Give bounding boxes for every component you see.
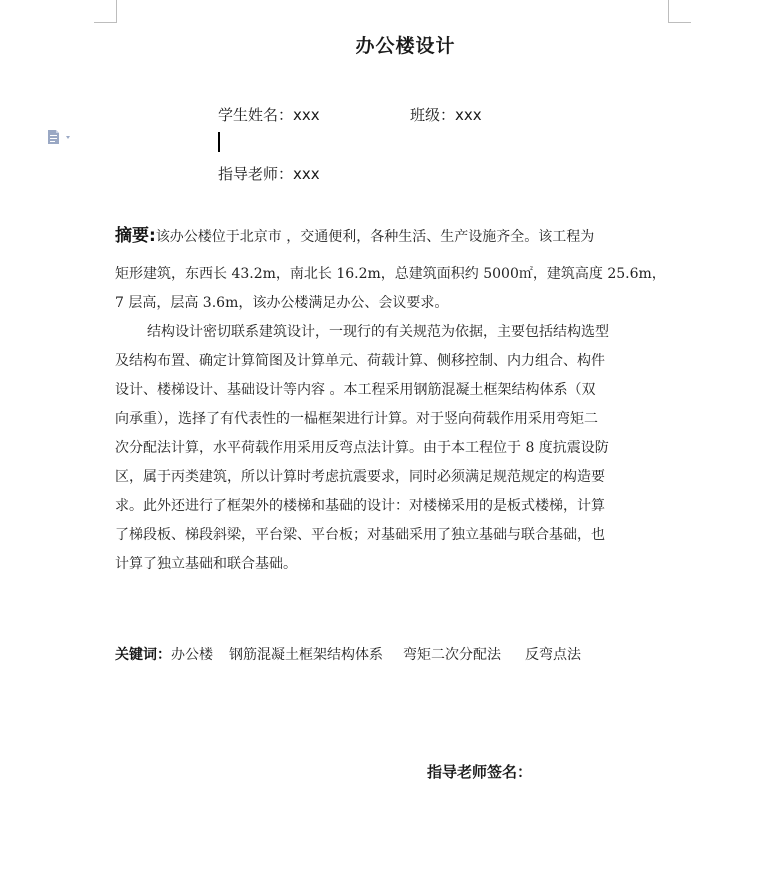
keyword: 办公楼 <box>171 647 213 663</box>
abstract-line: 计算了独立基础和联合基础。 <box>115 556 297 572</box>
abstract-line: 结构设计密切联系建筑设计，一现行的有关规范为依据，主要包括结构选型 <box>147 324 609 340</box>
abstract-line: 摘要:该办公楼位于北京市 ，交通便利，各种生活、生产设施齐全。该工程为 <box>115 226 595 246</box>
abstract-line: 7 层高，层高 3.6m，该办公楼满足办公、会议要求。 <box>115 295 449 311</box>
keywords-line <box>115 644 581 664</box>
teacher-signature-label: 指导老师签名： <box>427 763 533 781</box>
keyword: 弯矩二次分配法 <box>403 647 501 663</box>
abstract-line: 次分配法计算，水平荷载作用采用反弯点法计算。由于本工程位于 8 度抗震设防 <box>115 440 609 456</box>
abstract-label: 摘要: <box>115 226 156 246</box>
abstract-line: 了梯段板、梯段斜梁，平台梁、平台板；对基础采用了独立基础与联合基础，也 <box>115 527 605 543</box>
margin-corner-top-right <box>668 0 691 23</box>
abstract-line: 矩形建筑，东西长 43.2m，南北长 16.2m，总建筑面积约 5000㎡，建筑高度 25.6m， <box>115 266 666 282</box>
keyword: 反弯点法 <box>525 647 581 663</box>
abstract-line: 求。此外还进行了框架外的楼梯和基础的设计：对楼梯采用的是板式楼梯，计算 <box>115 498 605 514</box>
margin-corner-top-left <box>94 0 117 23</box>
abstract-line: 向承重），选择了有代表性的一榀框架进行计算。对于竖向荷载作用采用弯矩二 <box>115 411 598 427</box>
keyword: 钢筋混凝土框架结构体系 <box>229 647 383 663</box>
page-title: 办公楼设计 <box>355 35 456 57</box>
text-cursor <box>218 132 220 152</box>
document-dropdown-icon[interactable] <box>47 130 73 144</box>
student-name-line: 学生姓名：xxx <box>218 106 320 124</box>
class-line: 班级：xxx <box>410 106 482 124</box>
keywords-label: 关键词： <box>115 647 171 663</box>
abstract-line: 及结构布置、确定计算简图及计算单元、荷载计算、侧移控制、内力组合、构件 <box>115 353 605 369</box>
abstract-line: 设计、楼梯设计、基础设计等内容 。本工程采用钢筋混凝土框架结构体系（双 <box>115 382 596 398</box>
teacher-line: 指导老师：xxx <box>218 165 320 183</box>
abstract-line: 区，属于丙类建筑，所以计算时考虑抗震要求，同时必须满足规范规定的构造要 <box>115 469 605 485</box>
